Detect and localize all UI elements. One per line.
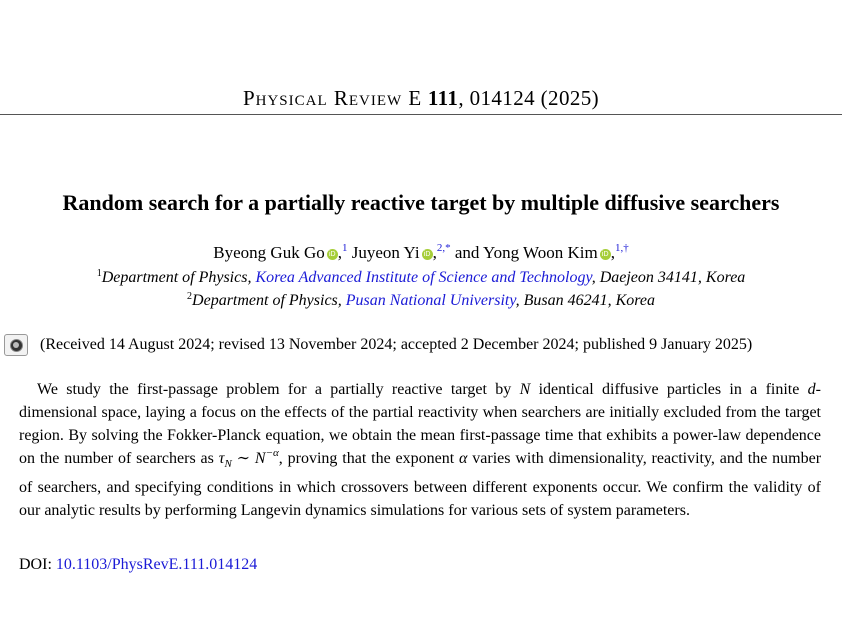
math-exponent: −α <box>265 447 279 459</box>
author-name: Juyeon Yi <box>351 243 420 262</box>
orcid-icon[interactable]: iD <box>600 249 611 260</box>
affiliation-location: , Daejeon 34141, Korea <box>591 269 746 286</box>
doi-link[interactable]: 10.1103/PhysRevE.111.014124 <box>55 556 258 573</box>
affiliation-location: , Busan 46241, Korea <box>515 292 655 309</box>
journal-name: Physical Review E <box>242 86 423 110</box>
author-affiliation-mark[interactable]: 1,† <box>614 242 629 254</box>
math-symbol: d <box>807 381 816 398</box>
journal-header <box>0 86 842 111</box>
crossmark-icon[interactable] <box>4 334 28 356</box>
author-name: Yong Woon Kim <box>483 243 598 262</box>
math-subscript: N <box>224 458 232 471</box>
math-operator: ∼ <box>231 450 255 467</box>
affiliation-number: 1 <box>96 268 102 279</box>
author-separator: and <box>450 243 484 262</box>
math-symbol: α <box>459 450 468 467</box>
doi-label: DOI: <box>19 556 56 573</box>
abstract-text: identical diffusive particles in a finite <box>530 381 808 398</box>
article-number: , 014124 (2025) <box>458 86 600 110</box>
orcid-icon[interactable]: iD <box>327 249 338 260</box>
affiliation-1 <box>0 268 842 287</box>
author-separator: , <box>337 243 342 262</box>
orcid-icon[interactable]: iD <box>422 249 433 260</box>
math-symbol: τ <box>218 450 225 467</box>
author-affiliation-mark[interactable]: 2,* <box>436 242 451 254</box>
author-list <box>0 243 842 263</box>
author-separator: , <box>432 243 437 262</box>
paper-title: Random search for a partially reactive target by multiple diffusive searchers <box>62 190 780 215</box>
math-symbol: N <box>519 381 531 398</box>
doi-line <box>19 556 257 574</box>
abstract-text: -dimensional space, laying a focus on the effects of the partial reactivity when searchers are initially excluded from the target region. By solving the Fokker-Planck equation, we obtain the mean first-passage time that exhibits a power-law dependence on the number of searchers as <box>19 381 821 467</box>
journal-volume: 111 <box>427 86 459 110</box>
abstract-text: , proving that the exponent <box>278 450 460 467</box>
publication-history: (Received 14 August 2024; revised 13 November 2024; accepted 2 December 2024; published 9 January 2025) <box>40 336 753 353</box>
affiliation-number: 2 <box>187 291 193 302</box>
header-rule <box>0 114 842 115</box>
abstract-text: varies with dimensionality, reactivity, and the number of searchers, and specifying conditions in which crossovers between different exponents occur. We confirm the validity of our analytic results by performing Langevin dynamics simulations for various sets of system parameters. <box>19 450 822 520</box>
affiliation-link[interactable]: Pusan National University <box>345 292 516 309</box>
abstract-text: We study the first-passage problem for a partially reactive target by <box>37 381 520 398</box>
affiliation-link[interactable]: Korea Advanced Institute of Science and Technology <box>255 269 592 286</box>
author-affiliation-mark[interactable]: 1 <box>342 242 348 254</box>
abstract <box>19 378 821 522</box>
math-symbol: N <box>254 450 266 467</box>
author-name: Byeong Guk Go <box>213 243 325 262</box>
affiliation-2 <box>0 291 842 310</box>
affiliation-department: Department of Physics, <box>101 269 256 286</box>
affiliation-department: Department of Physics, <box>192 292 346 309</box>
author-separator: , <box>610 243 615 262</box>
history-row <box>4 334 842 358</box>
